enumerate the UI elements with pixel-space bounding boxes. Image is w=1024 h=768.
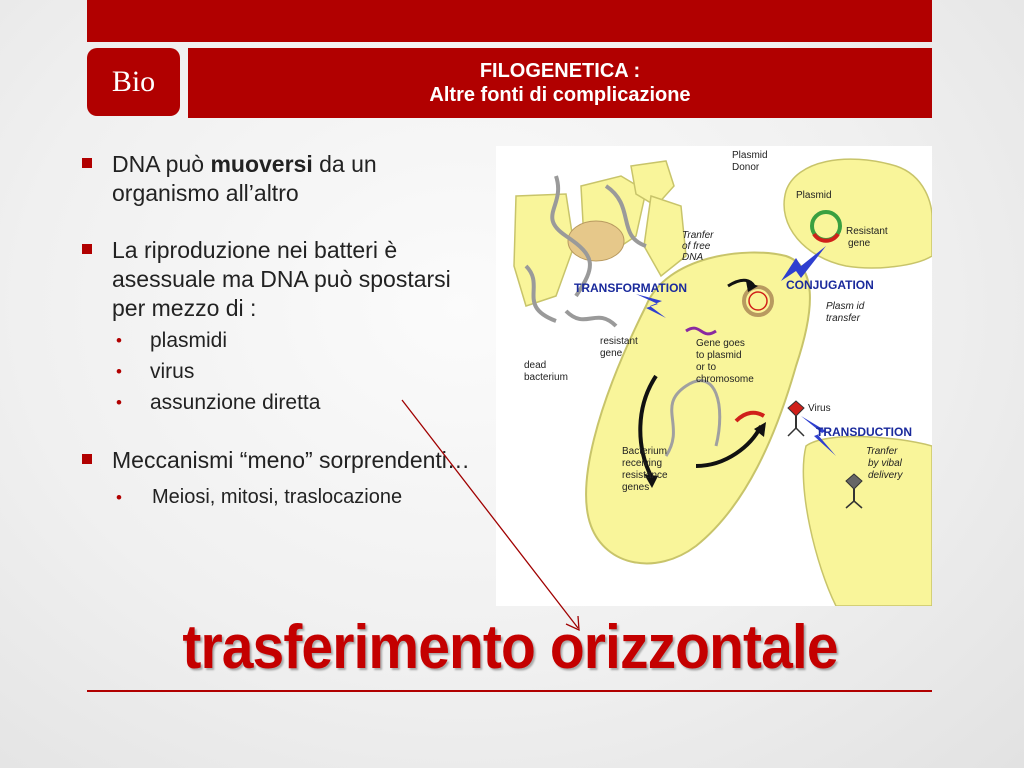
horizontal-transfer-title: trasferimento orizzontale — [182, 613, 838, 682]
label-resistant-gene-left: resistant gene — [600, 336, 638, 359]
sub-item-virus: • virus — [80, 356, 490, 387]
label-transduction: TRANSDUCTION — [816, 425, 912, 439]
label-plasmid-donor: Plasmid Donor — [732, 150, 768, 173]
bullet-dna-moves-post: da un organismo all’altro — [112, 151, 377, 206]
sub-item-plasmidi: • plasmidi — [80, 325, 490, 356]
label-receiving-bacterium: Bacterium receiving resistance genes — [622, 446, 668, 493]
bio-badge-label: Bio — [111, 65, 156, 98]
label-dead-bacterium: dead bacterium — [524, 360, 568, 383]
label-transfer-viral: Tranfer by vibal delivery — [866, 446, 903, 481]
title-underline — [87, 690, 932, 692]
label-resistant-gene: Resistant gene — [846, 226, 888, 249]
label-conjugation: CONJUGATION — [786, 278, 874, 292]
slide-title-line2: Altre fonti di complicazione — [429, 84, 691, 106]
label-gene-goes: Gene goes to plasmid or to chromosome — [696, 338, 754, 385]
bullet-reproduction: La riproduzione nei batteri è asessuale ma DNA può spostarsi per mezzo di : — [80, 236, 490, 323]
sub-item-meiosi: • Meiosi, mitosi, traslocazione — [80, 483, 490, 512]
bullet-dna-moves-bold: muoversi — [210, 151, 313, 177]
bullet-mechanisms: Meccanismi “meno” sorprendenti… — [80, 446, 490, 475]
slide-title-line1: FILOGENETICA : — [479, 60, 641, 82]
label-transformation: TRANSFORMATION — [574, 281, 688, 295]
label-virus: Virus — [808, 403, 831, 414]
sub-item-assunzione: • assunzione diretta — [80, 387, 490, 418]
label-tranfer-free-dna: Tranfer of free DNA — [682, 230, 714, 263]
label-plasmid: Plasmid — [796, 190, 832, 201]
bullet-dna-moves-pre: DNA può — [112, 151, 211, 177]
label-plasmid-transfer: Plasm id transfer — [826, 301, 865, 324]
